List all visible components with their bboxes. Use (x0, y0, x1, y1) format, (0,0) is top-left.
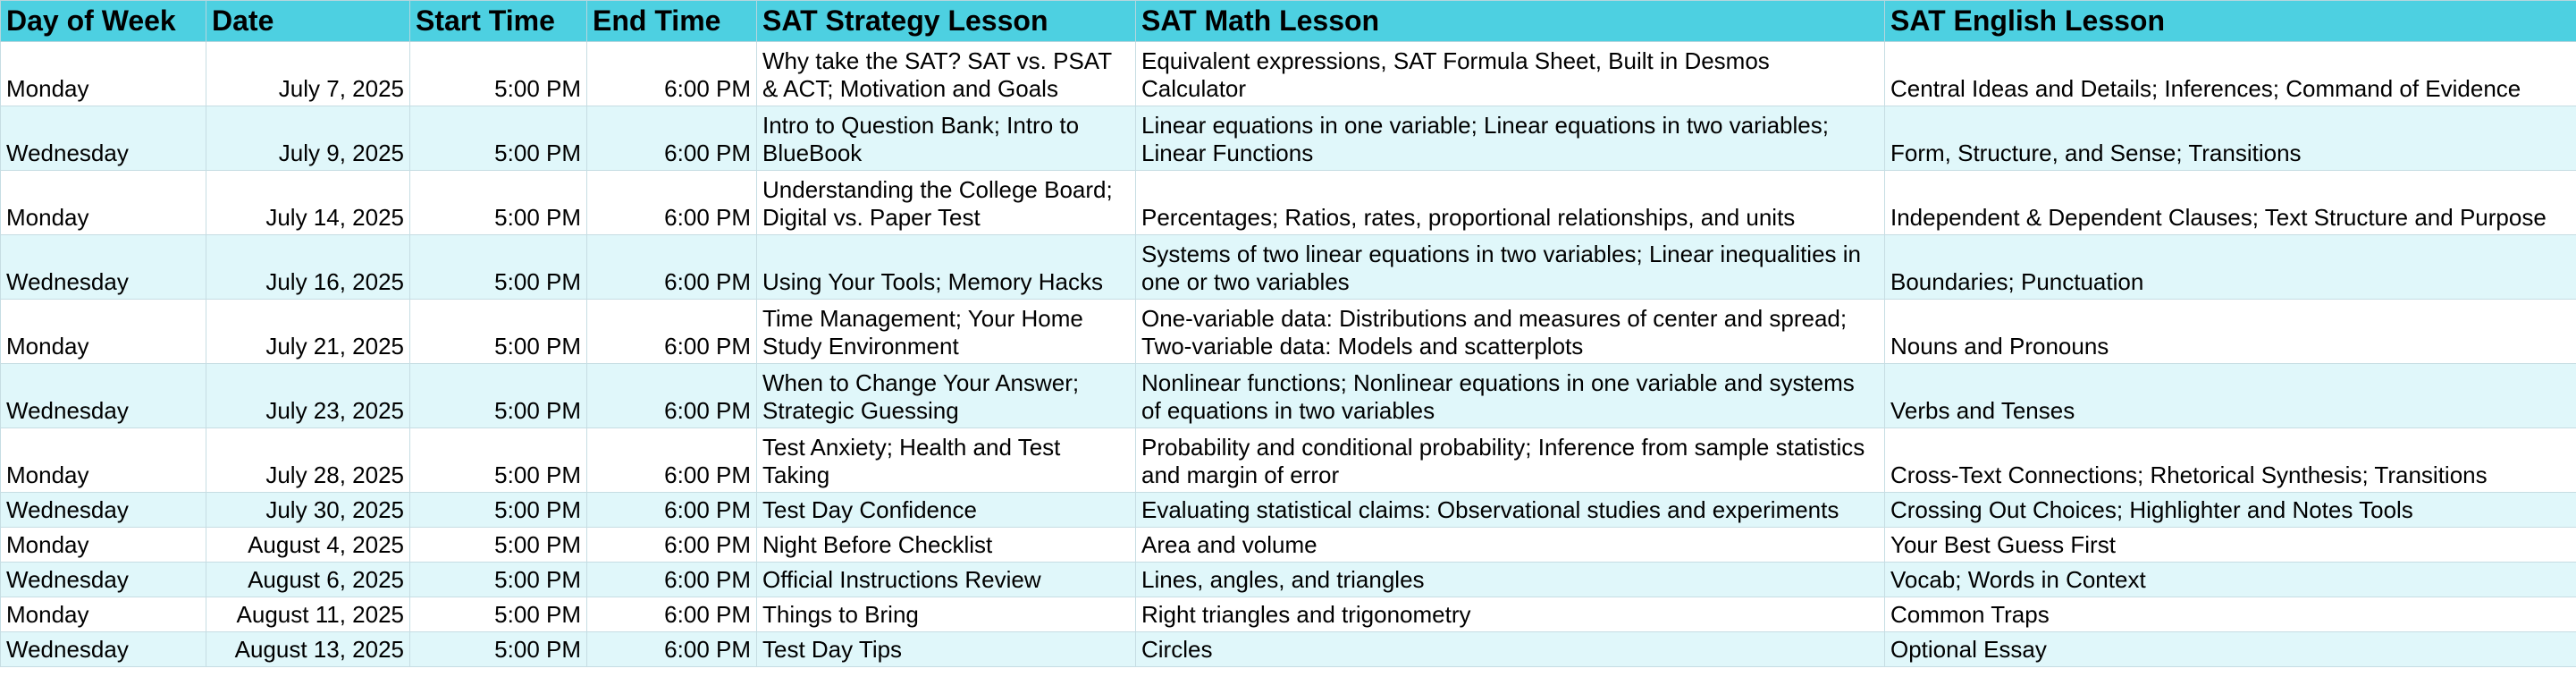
cell-english-lesson[interactable]: Central Ideas and Details; Inferences; Command of Evidence (1885, 42, 2576, 106)
cell-day[interactable]: Wednesday (1, 106, 206, 171)
cell-math-lesson[interactable]: Evaluating statistical claims: Observational studies and experiments (1136, 493, 1885, 528)
cell-strategy-lesson[interactable]: When to Change Your Answer; Strategic Guessing (757, 364, 1136, 428)
table-row (1, 235, 2576, 300)
cell-end-time[interactable]: 6:00 PM (587, 428, 757, 493)
cell-english-lesson[interactable]: Cross-Text Connections; Rhetorical Synthesis; Transitions (1885, 428, 2576, 493)
cell-strategy-lesson[interactable]: Time Management; Your Home Study Environment (757, 300, 1136, 364)
cell-english-lesson[interactable]: Vocab; Words in Context (1885, 563, 2576, 597)
cell-english-lesson[interactable]: Verbs and Tenses (1885, 364, 2576, 428)
cell-math-lesson[interactable]: One-variable data: Distributions and measures of center and spread; Two-variable data: Models and scatterplots (1136, 300, 1885, 364)
cell-day[interactable]: Monday (1, 597, 206, 632)
cell-end-time[interactable]: 6:00 PM (587, 528, 757, 563)
cell-date[interactable]: July 30, 2025 (206, 493, 410, 528)
cell-english-lesson[interactable]: Independent & Dependent Clauses; Text Structure and Purpose (1885, 171, 2576, 235)
cell-english-lesson[interactable]: Common Traps (1885, 597, 2576, 632)
cell-day[interactable]: Monday (1, 300, 206, 364)
cell-strategy-lesson[interactable]: Understanding the College Board; Digital vs. Paper Test (757, 171, 1136, 235)
cell-math-lesson[interactable]: Right triangles and trigonometry (1136, 597, 1885, 632)
cell-math-lesson[interactable]: Linear equations in one variable; Linear equations in two variables; Linear Functions (1136, 106, 1885, 171)
cell-end-time[interactable]: 6:00 PM (587, 563, 757, 597)
table-row (1, 597, 2576, 632)
header-math-lesson[interactable]: SAT Math Lesson (1136, 1, 1885, 42)
cell-english-lesson[interactable]: Nouns and Pronouns (1885, 300, 2576, 364)
cell-english-lesson[interactable]: Form, Structure, and Sense; Transitions (1885, 106, 2576, 171)
cell-english-lesson[interactable]: Boundaries; Punctuation (1885, 235, 2576, 300)
table-row (1, 632, 2576, 667)
cell-end-time[interactable]: 6:00 PM (587, 632, 757, 667)
cell-end-time[interactable]: 6:00 PM (587, 300, 757, 364)
cell-date[interactable]: July 16, 2025 (206, 235, 410, 300)
cell-end-time[interactable]: 6:00 PM (587, 106, 757, 171)
cell-date[interactable]: July 9, 2025 (206, 106, 410, 171)
cell-day[interactable]: Wednesday (1, 563, 206, 597)
cell-start-time[interactable]: 5:00 PM (410, 300, 587, 364)
table-row (1, 563, 2576, 597)
table-row (1, 428, 2576, 493)
cell-math-lesson[interactable]: Probability and conditional probability; Inference from sample statistics and margin of error (1136, 428, 1885, 493)
cell-strategy-lesson[interactable]: Test Day Tips (757, 632, 1136, 667)
table-row (1, 364, 2576, 428)
cell-math-lesson[interactable]: Circles (1136, 632, 1885, 667)
cell-date[interactable]: July 14, 2025 (206, 171, 410, 235)
cell-day[interactable]: Wednesday (1, 235, 206, 300)
cell-start-time[interactable]: 5:00 PM (410, 364, 587, 428)
cell-math-lesson[interactable]: Systems of two linear equations in two variables; Linear inequalities in one or two variables (1136, 235, 1885, 300)
header-start-time[interactable]: Start Time (410, 1, 587, 42)
cell-start-time[interactable]: 5:00 PM (410, 632, 587, 667)
cell-date[interactable]: July 7, 2025 (206, 42, 410, 106)
cell-math-lesson[interactable]: Equivalent expressions, SAT Formula Sheet, Built in Desmos Calculator (1136, 42, 1885, 106)
cell-english-lesson[interactable]: Your Best Guess First (1885, 528, 2576, 563)
cell-start-time[interactable]: 5:00 PM (410, 235, 587, 300)
cell-date[interactable]: August 4, 2025 (206, 528, 410, 563)
cell-start-time[interactable]: 5:00 PM (410, 597, 587, 632)
cell-strategy-lesson[interactable]: Intro to Question Bank; Intro to BlueBook (757, 106, 1136, 171)
cell-strategy-lesson[interactable]: Why take the SAT? SAT vs. PSAT & ACT; Motivation and Goals (757, 42, 1136, 106)
cell-english-lesson[interactable]: Crossing Out Choices; Highlighter and Notes Tools (1885, 493, 2576, 528)
cell-start-time[interactable]: 5:00 PM (410, 171, 587, 235)
cell-date[interactable]: August 13, 2025 (206, 632, 410, 667)
table-row (1, 171, 2576, 235)
header-row (1, 1, 2576, 42)
cell-start-time[interactable]: 5:00 PM (410, 428, 587, 493)
cell-start-time[interactable]: 5:00 PM (410, 42, 587, 106)
cell-strategy-lesson[interactable]: Things to Bring (757, 597, 1136, 632)
table-row (1, 300, 2576, 364)
header-english-lesson[interactable]: SAT English Lesson (1885, 1, 2576, 42)
cell-start-time[interactable]: 5:00 PM (410, 106, 587, 171)
cell-day[interactable]: Monday (1, 171, 206, 235)
cell-date[interactable]: July 28, 2025 (206, 428, 410, 493)
cell-english-lesson[interactable]: Optional Essay (1885, 632, 2576, 667)
cell-day[interactable]: Monday (1, 428, 206, 493)
cell-date[interactable]: August 11, 2025 (206, 597, 410, 632)
cell-math-lesson[interactable]: Area and volume (1136, 528, 1885, 563)
cell-strategy-lesson[interactable]: Test Anxiety; Health and Test Taking (757, 428, 1136, 493)
cell-day[interactable]: Wednesday (1, 632, 206, 667)
cell-strategy-lesson[interactable]: Official Instructions Review (757, 563, 1136, 597)
table-row (1, 106, 2576, 171)
cell-end-time[interactable]: 6:00 PM (587, 171, 757, 235)
table-row (1, 493, 2576, 528)
cell-end-time[interactable]: 6:00 PM (587, 597, 757, 632)
header-date[interactable]: Date (206, 1, 410, 42)
header-end-time[interactable]: End Time (587, 1, 757, 42)
cell-end-time[interactable]: 6:00 PM (587, 42, 757, 106)
cell-end-time[interactable]: 6:00 PM (587, 235, 757, 300)
cell-math-lesson[interactable]: Lines, angles, and triangles (1136, 563, 1885, 597)
cell-math-lesson[interactable]: Nonlinear functions; Nonlinear equations in one variable and systems of equations in two variables (1136, 364, 1885, 428)
cell-date[interactable]: August 6, 2025 (206, 563, 410, 597)
cell-strategy-lesson[interactable]: Test Day Confidence (757, 493, 1136, 528)
cell-start-time[interactable]: 5:00 PM (410, 528, 587, 563)
cell-date[interactable]: July 21, 2025 (206, 300, 410, 364)
cell-end-time[interactable]: 6:00 PM (587, 364, 757, 428)
cell-strategy-lesson[interactable]: Using Your Tools; Memory Hacks (757, 235, 1136, 300)
cell-strategy-lesson[interactable]: Night Before Checklist (757, 528, 1136, 563)
table-row (1, 528, 2576, 563)
cell-math-lesson[interactable]: Percentages; Ratios, rates, proportional relationships, and units (1136, 171, 1885, 235)
cell-day[interactable]: Monday (1, 42, 206, 106)
cell-end-time[interactable]: 6:00 PM (587, 493, 757, 528)
cell-start-time[interactable]: 5:00 PM (410, 563, 587, 597)
cell-day[interactable]: Monday (1, 528, 206, 563)
cell-start-time[interactable]: 5:00 PM (410, 493, 587, 528)
header-day-of-week[interactable]: Day of Week (1, 1, 206, 42)
cell-day[interactable]: Wednesday (1, 364, 206, 428)
table-row (1, 42, 2576, 106)
header-strategy-lesson[interactable]: SAT Strategy Lesson (757, 1, 1136, 42)
cell-day[interactable]: Wednesday (1, 493, 206, 528)
cell-date[interactable]: July 23, 2025 (206, 364, 410, 428)
